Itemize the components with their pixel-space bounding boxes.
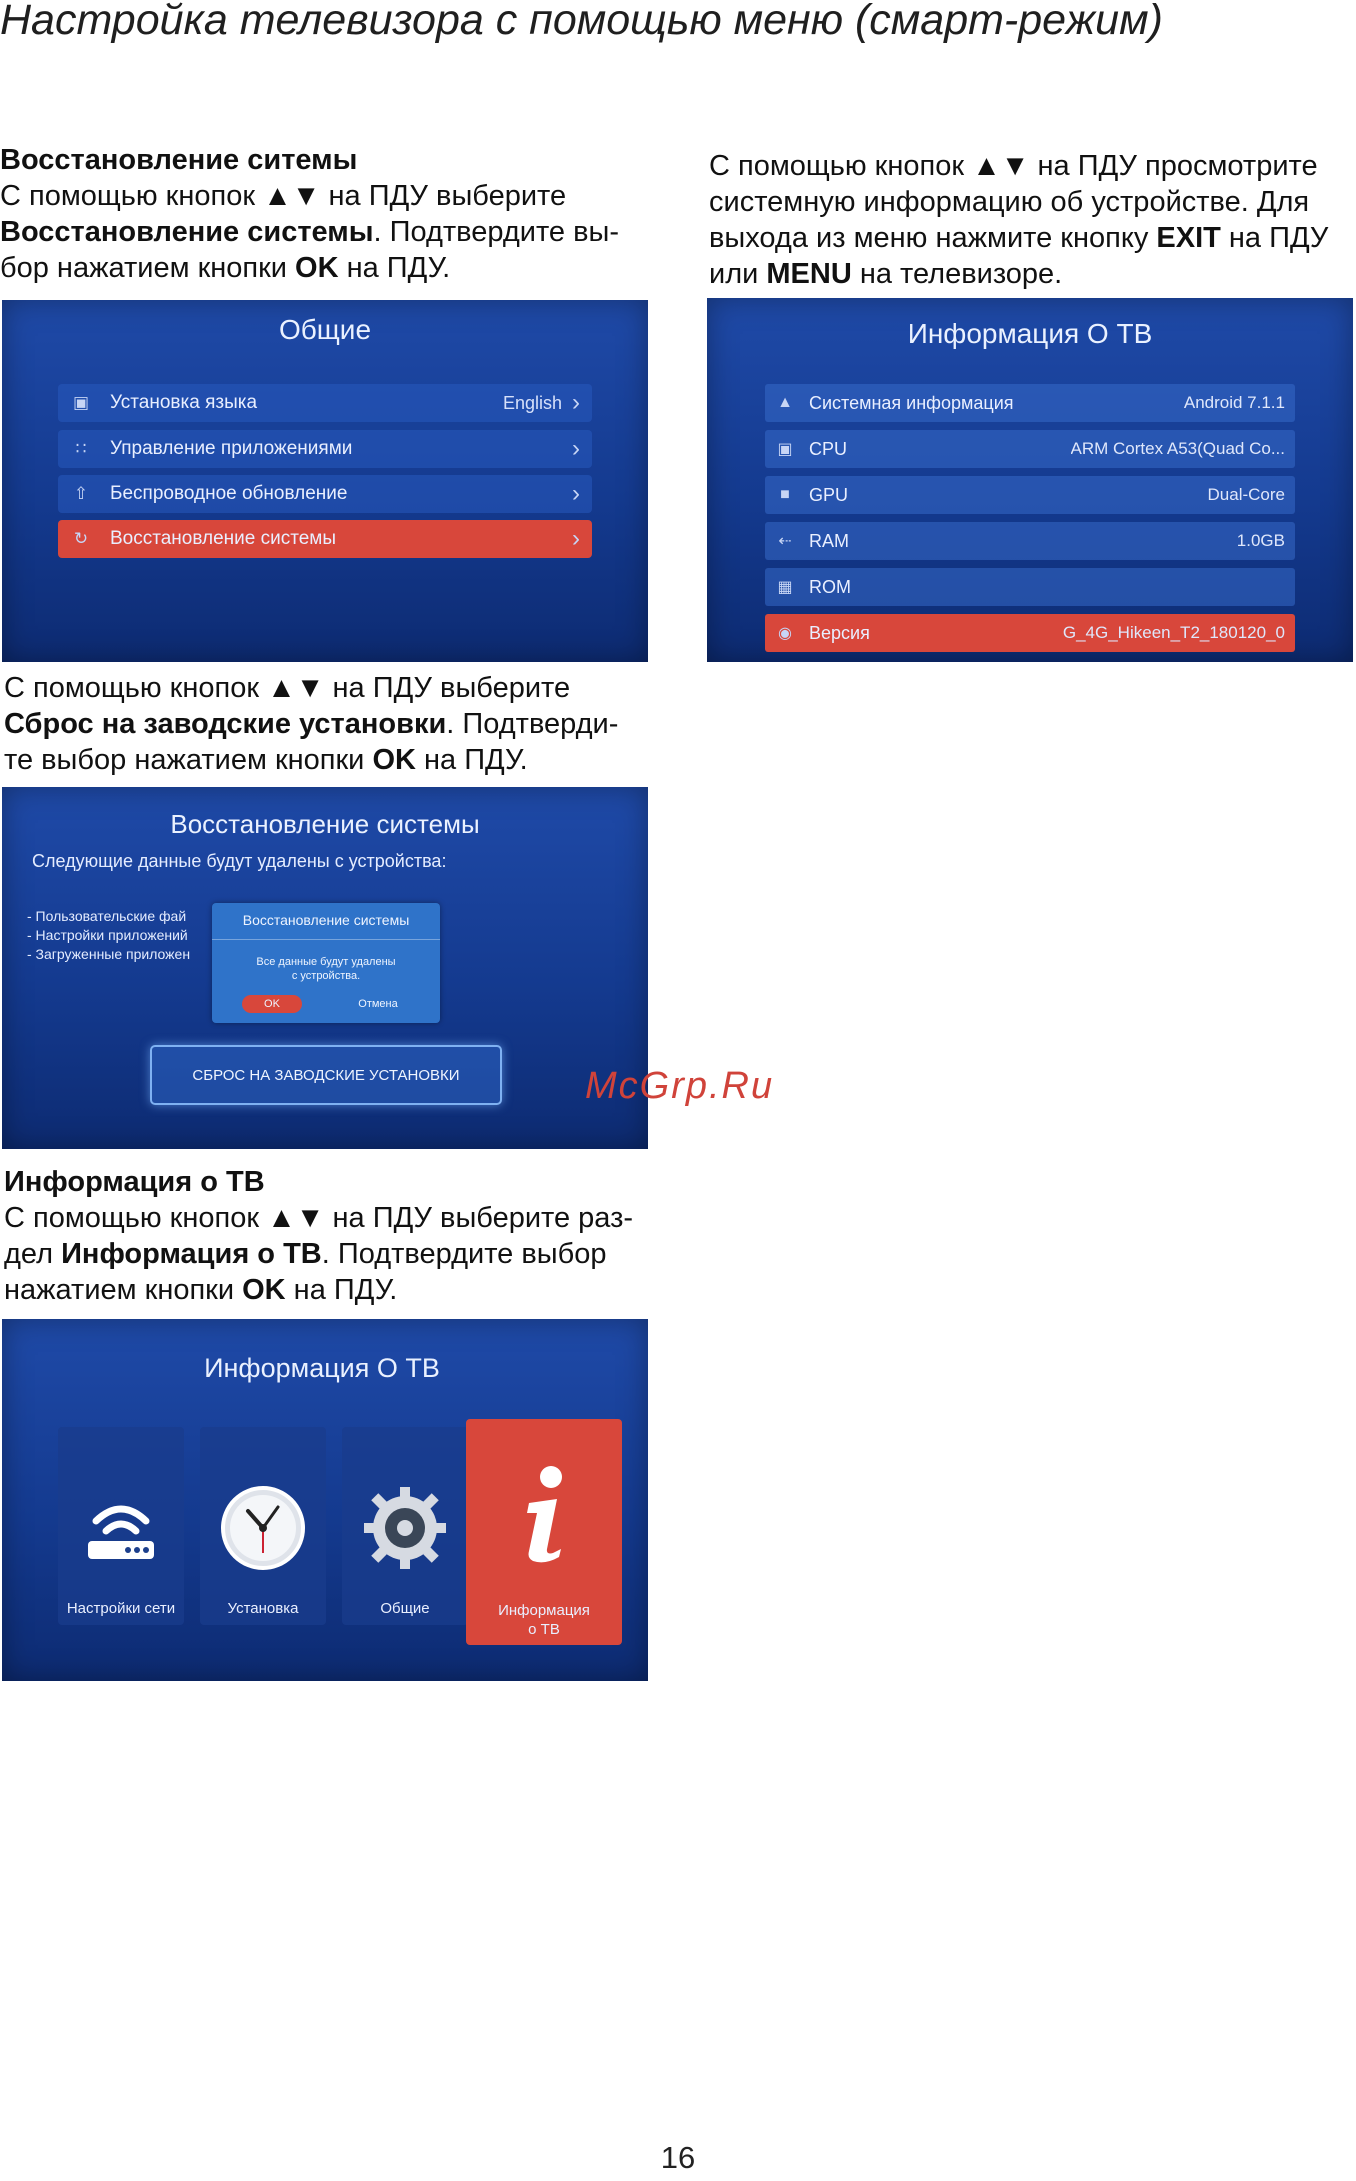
info-row-label: Системная информация — [809, 392, 1014, 413]
tile-label-line1: Информация — [498, 1602, 590, 1619]
dialog-title: Восстановление системы — [212, 903, 440, 940]
chevron-right-icon: › — [572, 525, 580, 552]
router-icon — [58, 1483, 184, 1573]
info-icon — [466, 1461, 622, 1551]
chevron-right-icon: › — [572, 480, 580, 507]
sysinfo-menu-bold: MENU — [766, 258, 852, 290]
restore-ok-bold: OK — [295, 252, 339, 284]
tvinfo-line1: С помощью кнопок ▲▼ на ПДУ выберите раз- — [4, 1202, 634, 1234]
info-row-rom[interactable] — [765, 568, 1295, 606]
language-icon: ▣ — [72, 393, 90, 412]
menu-item-label: Управление приложениями — [110, 438, 353, 459]
update-icon: ⇧ — [73, 484, 89, 503]
tvinfo-section-text — [4, 1164, 684, 1308]
tvinfo-bold1: Информация о ТВ — [61, 1238, 322, 1270]
tvinfo-line3-pre: нажатием кнопки — [4, 1274, 243, 1306]
tile-label: Общие — [380, 1600, 430, 1617]
factory-bold1: Сброс на заводские установки — [4, 708, 447, 740]
page-title: Настройка телевизора с помощью меню (смарт-режим) — [0, 0, 1163, 44]
version-icon: ◉ — [778, 625, 792, 642]
info-row-value: 1.0GB — [1236, 531, 1285, 550]
screen-general-title: Общие — [278, 314, 372, 345]
menu-item-value: English — [502, 392, 562, 413]
sysinfo-exit-bold: EXIT — [1156, 222, 1221, 254]
dialog-message-line1: Все данные будут удалены — [256, 956, 396, 968]
info-row-label: CPU — [809, 438, 848, 459]
tile-general[interactable] — [342, 1427, 468, 1625]
reset-confirm-dialog — [212, 903, 440, 1023]
info-row-value: Dual-Core — [1207, 485, 1285, 504]
gpu-icon: ■ — [780, 486, 790, 503]
tvinfo-ok-bold: OK — [242, 1274, 286, 1306]
cpu-icon: ▣ — [777, 441, 793, 458]
tvinfo-line2-pre: дел — [4, 1238, 62, 1270]
screen-tvinfo-list — [707, 298, 1353, 662]
cancel-button[interactable]: Отмена — [358, 998, 398, 1010]
tvinfo-line2-post: . Подтвердите выбор — [321, 1238, 607, 1270]
sysinfo-section-text — [709, 148, 1356, 292]
list-item: - Пользовательские фай — [27, 908, 187, 924]
menu-item-restore[interactable] — [58, 520, 592, 558]
ok-button[interactable]: OK — [242, 995, 302, 1013]
info-row-system[interactable] — [765, 384, 1295, 422]
tvinfo-line3-post: на ПДУ. — [285, 1274, 398, 1306]
restore-icon: ↻ — [73, 529, 89, 548]
android-icon: ▲ — [777, 394, 793, 411]
info-row-label: RAM — [809, 530, 849, 551]
sysinfo-line2: системную информацию об устройстве. Для — [709, 186, 1310, 218]
restore-line3-pre: бор нажатием кнопки — [0, 252, 296, 284]
screen-general — [2, 300, 648, 662]
info-row-value: G_4G_Hikeen_T2_180120_0 — [1062, 623, 1285, 642]
menu-item-label: Установка языка — [110, 392, 258, 413]
restore-heading: Восстановление ситемы — [0, 144, 358, 176]
screen-reset-title: Восстановление системы — [170, 809, 480, 839]
sysinfo-line3-post: на ПДУ — [1220, 222, 1329, 254]
tile-label: Настройки сети — [66, 1600, 176, 1617]
tile-network-settings[interactable] — [58, 1427, 184, 1625]
dialog-message — [222, 955, 430, 983]
factory-reset-button[interactable]: СБРОС НА ЗАВОДСКИЕ УСТАНОВКИ — [150, 1045, 502, 1105]
menu-item-apps[interactable] — [58, 430, 592, 468]
ram-icon: ⇠ — [778, 533, 792, 550]
tile-tv-info[interactable] — [466, 1419, 622, 1645]
factory-line2-rest: . Подтверди- — [446, 708, 619, 740]
tile-label — [466, 1601, 622, 1639]
reset-subtitle: Следующие данные будут удалены с устройства: — [32, 851, 447, 871]
sysinfo-line1: С помощью кнопок ▲▼ на ПДУ просмотрите — [709, 150, 1318, 182]
factory-section-text — [4, 670, 664, 778]
info-row-gpu[interactable] — [765, 476, 1295, 514]
menu-item-update[interactable] — [58, 475, 592, 513]
info-row-value: Android 7.1.1 — [1183, 393, 1285, 412]
sysinfo-line3-pre: выхода из меню нажмите кнопку — [709, 222, 1157, 254]
list-item: - Загруженные приложен — [27, 946, 191, 962]
tvinfo-heading: Информация о ТВ — [4, 1166, 265, 1198]
tile-label-line2: о ТВ — [528, 1621, 560, 1638]
restore-line2-rest: . Подтвердите вы- — [373, 216, 619, 248]
gear-icon — [342, 1483, 468, 1573]
info-row-label: GPU — [809, 484, 849, 505]
info-row-version[interactable] — [765, 614, 1295, 652]
clock-icon — [200, 1483, 326, 1573]
screen-reset — [2, 787, 648, 1149]
chevron-right-icon: › — [572, 389, 580, 416]
factory-line3-post: на ПДУ. — [415, 744, 528, 776]
factory-line3-pre: те выбор нажатием кнопки — [4, 744, 373, 776]
restore-bold1: Восстановление системы — [0, 216, 374, 248]
info-row-label: Версия — [809, 622, 870, 643]
tile-label: Установка — [227, 1600, 299, 1617]
info-row-label: ROM — [809, 576, 851, 597]
info-row-value: ARM Cortex A53(Quad Co... — [1070, 439, 1285, 458]
info-row-cpu[interactable] — [765, 430, 1295, 468]
menu-item-language[interactable] — [58, 384, 592, 422]
menu-item-label: Восстановление системы — [110, 528, 337, 549]
list-item: - Настройки приложений — [27, 927, 188, 943]
sysinfo-line4-pre: или — [709, 258, 767, 290]
factory-ok-bold: OK — [372, 744, 416, 776]
screen-tiles — [2, 1319, 648, 1681]
watermark: McGrp.Ru — [585, 1065, 775, 1107]
apps-icon: ∷ — [75, 439, 87, 458]
menu-item-label: Беспроводное обновление — [110, 483, 348, 504]
restore-line1: С помощью кнопок ▲▼ на ПДУ выберите — [0, 180, 567, 212]
restore-line3-post: на ПДУ. — [338, 252, 451, 284]
chevron-right-icon: › — [572, 435, 580, 462]
restore-section-text — [0, 142, 660, 286]
dialog-message-line2: с устройства. — [291, 970, 361, 982]
screen-tiles-title: Информация О ТВ — [204, 1353, 440, 1383]
reset-data-list — [27, 907, 213, 964]
info-row-ram[interactable] — [765, 522, 1295, 560]
screen-tvinfo-list-title: Информация О ТВ — [907, 318, 1153, 349]
sysinfo-line4-post: на телевизоре. — [851, 258, 1063, 290]
rom-icon: ▦ — [777, 579, 793, 596]
page-number: 16 — [660, 2140, 696, 2175]
tile-setup[interactable] — [200, 1427, 326, 1625]
factory-line1: С помощью кнопок ▲▼ на ПДУ выберите — [4, 672, 571, 704]
